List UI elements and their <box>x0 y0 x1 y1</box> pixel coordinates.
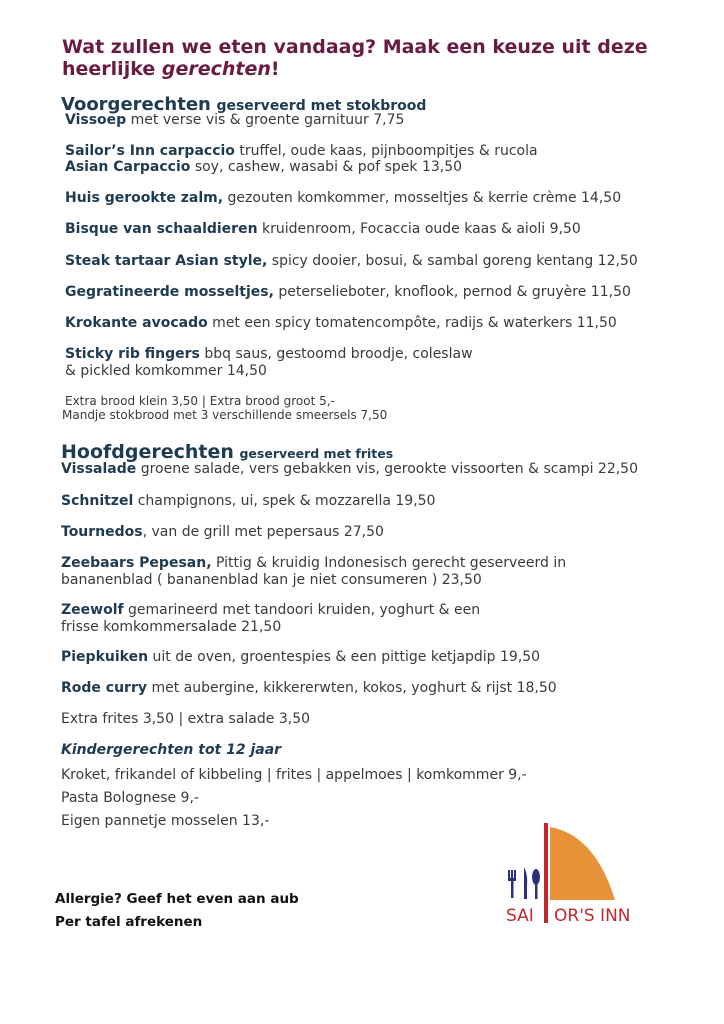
menu-item <box>65 143 538 160</box>
item-desc: groene salade, vers gebakken vis, gerookte vissoorten & scampi 22,50 <box>136 461 638 477</box>
item-desc-cont: bananenblad ( bananenblad kan je niet consumeren ) 23,50 <box>61 572 482 588</box>
menu-item <box>65 253 638 270</box>
item-name: Schnitzel <box>61 493 134 509</box>
item-desc: kruidenroom, Focaccia oude kaas & aioli 9,50 <box>257 221 581 237</box>
item-name: Tournedos <box>61 524 143 540</box>
item-name: Gegratineerde mosseltjes, <box>65 284 274 300</box>
payment-note: Per tafel afrekenen <box>55 914 203 930</box>
section-subheading: geserveerd met frites <box>239 446 394 461</box>
section-subheading: geserveerd met stokbrood <box>216 98 427 114</box>
svg-text:SAI: SAI <box>506 906 534 926</box>
sailors-inn-logo <box>500 815 660 930</box>
item-name: Vissoep <box>65 112 127 128</box>
menu-item <box>65 346 473 380</box>
section-heading: Hoofdgerechten <box>61 441 234 463</box>
item-name: Steak tartaar Asian style, <box>65 253 268 269</box>
item-name: Vissalade <box>61 461 137 477</box>
title-italic: gerechten <box>161 58 271 80</box>
item-name: Zeewolf <box>61 602 124 618</box>
menu-item <box>65 284 631 301</box>
item-desc: met aubergine, kikkererwten, kokos, yoghurt & rijst 18,50 <box>147 680 557 696</box>
mast-icon <box>544 823 548 923</box>
kids-item: Kroket, frikandel of kibbeling | frites | appelmoes | komkommer 9,- <box>61 767 527 783</box>
allergy-note: Allergie? Geef het even aan aub <box>55 891 299 907</box>
item-desc: champignons, ui, spek & mozzarella 19,50 <box>133 493 436 509</box>
title-suffix: ! <box>270 58 280 80</box>
sail-icon <box>550 827 615 900</box>
title-line-1: Wat zullen we eten vandaag? Maak een keuze uit deze <box>62 36 648 58</box>
item-name: Piepkuiken <box>61 649 149 665</box>
menu-item <box>61 680 557 697</box>
menu-item <box>61 461 638 478</box>
menu-title <box>62 36 648 80</box>
menu-item <box>61 524 384 541</box>
bread-basket-note: Mandje stokbrood met 3 verschillende smeersels 7,50 <box>62 408 388 422</box>
menu-item <box>65 315 617 332</box>
item-name: Sticky rib fingers <box>65 346 200 362</box>
cutlery-icon <box>508 867 540 899</box>
item-desc-cont: & pickled komkommer 14,50 <box>65 363 267 379</box>
menu-item <box>61 602 480 636</box>
item-desc: peterselieboter, knoflook, pernod & gruyère 11,50 <box>273 284 631 300</box>
kids-heading: Kindergerechten tot 12 jaar <box>61 742 282 758</box>
title-prefix: heerlijke <box>62 58 162 80</box>
menu-item <box>65 221 581 238</box>
item-desc-cont: frisse komkommersalade 21,50 <box>61 619 282 635</box>
title-line-2 <box>62 58 648 80</box>
item-desc: truffel, oude kaas, pijnboompitjes & rucola <box>234 143 538 159</box>
item-desc: met een spicy tomatencompôte, radijs & waterkers 11,50 <box>207 315 617 331</box>
item-desc: bbq saus, gestoomd broodje, coleslaw <box>199 346 473 362</box>
menu-item <box>65 190 621 207</box>
item-name: Sailor’s Inn carpaccio <box>65 143 235 159</box>
item-name: Asian Carpaccio <box>65 159 191 175</box>
menu-item <box>65 159 462 176</box>
menu-item <box>61 555 566 589</box>
item-desc: uit de oven, groentespies & een pittige ketjapdip 19,50 <box>148 649 541 665</box>
item-desc: Pittig & kruidig Indonesisch gerecht geserveerd in <box>211 555 567 571</box>
section-heading: Voorgerechten <box>61 94 211 115</box>
menu-item <box>61 493 435 510</box>
item-desc: gezouten komkommer, mosseltjes & kerrie crème 14,50 <box>223 190 622 206</box>
item-desc: , van de grill met pepersaus 27,50 <box>142 524 384 540</box>
item-desc: spicy dooier, bosui, & sambal goreng kentang 12,50 <box>267 253 638 269</box>
item-name: Rode curry <box>61 680 147 696</box>
kids-item: Pasta Bolognese 9,- <box>61 790 199 806</box>
item-desc: met verse vis & groente garnituur 7,75 <box>126 112 405 128</box>
item-name: Krokante avocado <box>65 315 208 331</box>
svg-text:OR'S INN: OR'S INN <box>554 906 631 926</box>
item-desc: gemarineerd met tandoori kruiden, yoghurt & een <box>123 602 481 618</box>
extras-note: Extra frites 3,50 | extra salade 3,50 <box>61 711 311 727</box>
item-name: Zeebaars Pepesan, <box>61 555 212 571</box>
section-hoofdgerechten <box>61 441 393 463</box>
kids-item: Eigen pannetje mosselen 13,- <box>61 813 270 829</box>
menu-item <box>65 112 404 129</box>
menu-item <box>61 649 540 666</box>
item-desc: soy, cashew, wasabi & pof spek 13,50 <box>190 159 463 175</box>
item-name: Bisque van schaaldieren <box>65 221 258 237</box>
bread-note: Extra brood klein 3,50 | Extra brood groot 5,- <box>65 394 335 408</box>
item-name: Huis gerookte zalm, <box>65 190 224 206</box>
